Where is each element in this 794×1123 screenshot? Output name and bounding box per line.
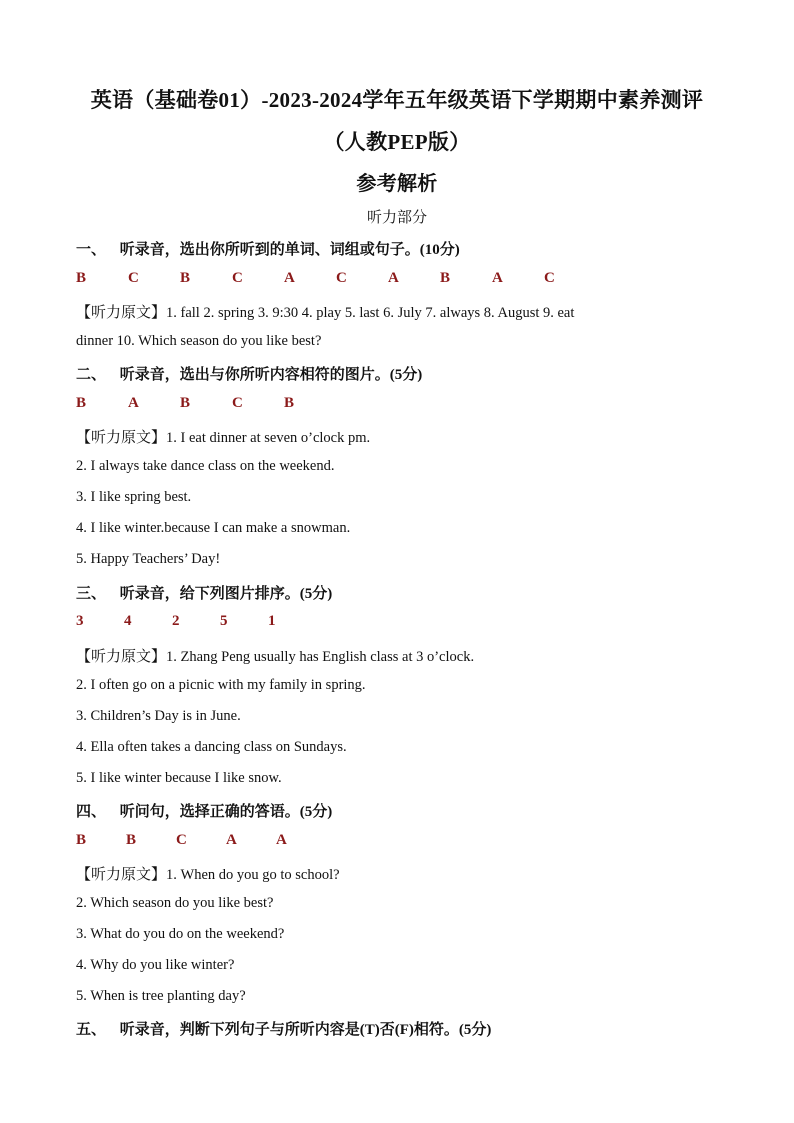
section-4-script-line (76, 863, 340, 884)
script-text: 1. Zhang Peng usually has English class at 3 o’clock. (166, 649, 475, 665)
answer: B (126, 832, 137, 848)
document-title-line2: （人教PEP版） (323, 130, 471, 154)
answer: C (544, 270, 555, 286)
section-4-heading (76, 800, 332, 821)
answer: B (180, 395, 191, 411)
script-label: 【听力原文】 (76, 305, 167, 321)
section-5-heading (76, 1018, 491, 1039)
part-label: 听力部分 (366, 210, 427, 226)
script-label: 【听力原文】 (76, 430, 167, 446)
section-3-answers (76, 613, 316, 630)
section-4-script-line: 2. Which season do you like best? (76, 895, 274, 911)
section-heading-text: 听问句，选择正确的答语。(5分) (119, 804, 333, 820)
script-text: 1. fall 2. spring 3. 9:30 4. play 5. last 6. July 7. always 8. August 9. eat (166, 305, 575, 321)
section-1-heading (76, 238, 460, 259)
section-number: 一、 (76, 242, 107, 258)
section-2-script-line: 2. I always take dance class on the weekend. (76, 458, 335, 474)
answer: C (176, 832, 187, 848)
section-4-script-line: 4. Why do you like winter? (76, 957, 235, 973)
section-heading-text: 听录音，判断下列句子与所听内容是(T)否(F)相符。(5分) (119, 1022, 492, 1038)
section-2-script-line: 5. Happy Teachers’ Day! (76, 551, 221, 567)
section-number: 五、 (76, 1022, 107, 1038)
answer: C (232, 270, 243, 286)
answer: A (226, 832, 237, 848)
section-1-script-line: dinner 10. Which season do you like best? (76, 333, 322, 349)
section-3-script-line: 3. Children’s Day is in June. (76, 708, 241, 724)
answer: 5 (220, 613, 228, 629)
answer: B (180, 270, 191, 286)
answer: A (492, 270, 503, 286)
answer: A (284, 270, 295, 286)
answer: C (232, 395, 243, 411)
answer: B (440, 270, 451, 286)
answer: 1 (268, 613, 276, 629)
document-subtitle: 参考解析 (356, 173, 438, 195)
section-1-answers (76, 270, 596, 287)
script-label: 【听力原文】 (76, 867, 167, 883)
section-number: 三、 (76, 586, 107, 602)
answer: 4 (124, 613, 132, 629)
section-4-answers (76, 832, 326, 849)
answer: B (76, 270, 87, 286)
section-2-script-line: 3. I like spring best. (76, 489, 192, 505)
answer: C (128, 270, 139, 286)
section-3-script-line: 2. I often go on a picnic with my family in spring. (76, 677, 366, 693)
section-2-script-line: 4. I like winter.because I can make a snowman. (76, 520, 351, 536)
script-text: 1. When do you go to school? (166, 867, 340, 883)
answer: A (276, 832, 287, 848)
section-number: 四、 (76, 804, 107, 820)
answer: 2 (172, 613, 180, 629)
section-3-script-line: 5. I like winter because I like snow. (76, 770, 282, 786)
section-3-heading (76, 582, 332, 603)
section-2-answers (76, 395, 336, 412)
document-title-line1: 英语（基础卷01）-2023-2024学年五年级英语下学期期中素养测评 (90, 88, 704, 112)
answer: C (336, 270, 347, 286)
section-heading-text: 听录音，给下列图片排序。(5分) (119, 586, 333, 602)
section-1-script-line (76, 301, 574, 322)
answer: B (76, 395, 87, 411)
script-text: 1. I eat dinner at seven o’clock pm. (166, 430, 371, 446)
section-number: 二、 (76, 367, 107, 383)
script-label: 【听力原文】 (76, 649, 167, 665)
section-3-script-line (76, 645, 474, 666)
answer: A (128, 395, 139, 411)
answer: B (76, 832, 87, 848)
section-2-heading (76, 363, 422, 384)
answer: B (284, 395, 295, 411)
section-2-script-line (76, 426, 370, 447)
section-4-script-line: 3. What do you do on the weekend? (76, 926, 285, 942)
section-heading-text: 听录音，选出与你所听内容相符的图片。(5分) (119, 367, 423, 383)
section-heading-text: 听录音，选出你所听到的单词、词组或句子。(10分) (119, 242, 460, 258)
answer: 3 (76, 613, 84, 629)
answer: A (388, 270, 399, 286)
section-4-script-line: 5. When is tree planting day? (76, 988, 246, 1004)
section-3-script-line: 4. Ella often takes a dancing class on Sundays. (76, 739, 347, 755)
